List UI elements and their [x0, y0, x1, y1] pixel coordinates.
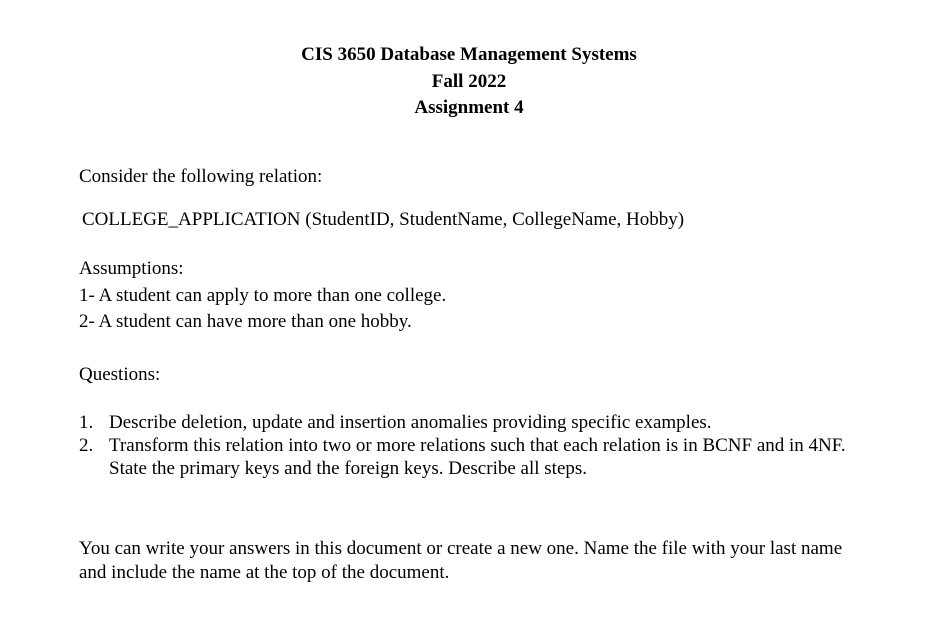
assumption-item: 2- A student can have more than one hobby.	[79, 311, 412, 332]
question-number: 2.	[79, 435, 94, 456]
question-text: Describe deletion, update and insertion anomalies providing specific examples.	[109, 412, 712, 433]
assumptions-heading: Assumptions:	[79, 258, 184, 279]
relation-schema: COLLEGE_APPLICATION (StudentID, StudentName, CollegeName, Hobby)	[82, 209, 685, 230]
questions-heading: Questions:	[79, 364, 161, 385]
question-text: Transform this relation into two or more relations such that each relation is in BCNF and in 4NF. State the primary keys and the foreign keys. Describe all steps.	[109, 435, 846, 479]
questions-list	[79, 411, 859, 480]
document-header	[0, 42, 938, 122]
question-item	[79, 434, 859, 480]
closing-instructions: You can write your answers in this document or create a new one. Name the file with your last name and include the name at the top of the document.	[79, 538, 843, 583]
intro-text: Consider the following relation:	[79, 166, 323, 187]
course-title: CIS 3650 Database Management Systems	[301, 44, 637, 65]
assignment-title: Assignment 4	[414, 97, 524, 118]
assumption-item: 1- A student can apply to more than one college.	[79, 285, 447, 306]
term-label: Fall 2022	[431, 70, 507, 92]
question-number: 1.	[79, 412, 94, 433]
question-item	[79, 411, 859, 434]
